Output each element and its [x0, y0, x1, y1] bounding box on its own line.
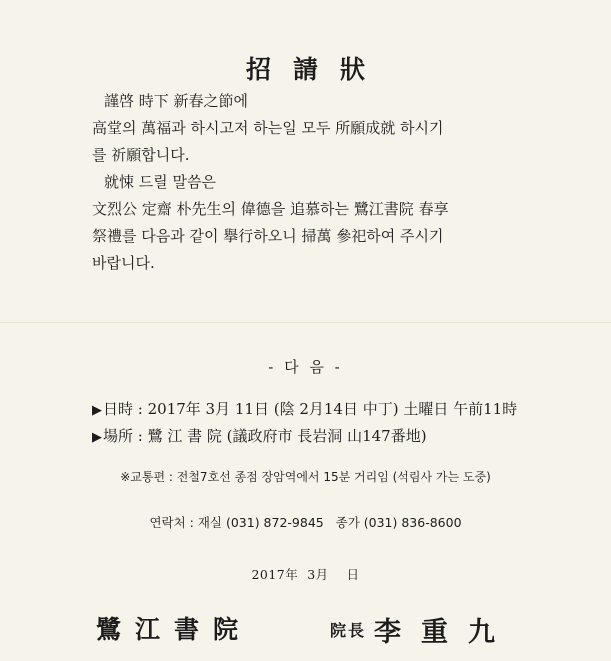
paper-fold-line [0, 322, 611, 323]
place-label: 場所 [103, 427, 134, 445]
body-line: 就悚 드릴 말씀은 [104, 173, 216, 191]
date-value: 2017年 3月 11日 (陰 2月14日 中丁) 土曜日 午前11時 [147, 400, 518, 418]
date-label: 日時 [103, 400, 134, 418]
date-row: ▶日時 : 2017年 3月 11日 (陰 2月14日 中丁) 土曜日 午前11時 [92, 400, 518, 418]
arrow-icon: ▶ [92, 403, 102, 418]
place-value: 鷺 江 書 院 (議政府市 長岩洞 山147番地) [147, 427, 427, 445]
body-line: 바랍니다. [92, 254, 155, 272]
body-line: 高堂의 萬福과 하시고저 하는일 모두 所願成就 하시기 [92, 119, 444, 137]
org-name: 鷺江書院 [96, 615, 253, 644]
place-row: ▶場所 : 鷺 江 書 院 (議政府市 長岩洞 山147番地) [92, 427, 427, 445]
issue-date: 2017年 3月 日 [251, 567, 360, 582]
contact-info: 연락처 : 재실 (031) 872-9845 종가 (031) 836-8600 [149, 515, 462, 530]
body-line: 를 祈願합니다. [92, 146, 190, 164]
document-title: 招請狀 [245, 55, 387, 84]
arrow-icon: ▶ [92, 430, 102, 445]
transport-info: ※교통편 : 전철7호선 종점 장암역에서 15분 거리임 (석림사 가는 도중) [120, 470, 491, 484]
section-heading: - 다 음 - [268, 358, 343, 376]
president-name: 李重九 [374, 617, 515, 648]
body-line: 文烈公 定齋 朴先生의 偉德을 追慕하는 鷺江書院 春享 [92, 200, 449, 218]
role-label: 院長 [330, 621, 367, 640]
body-line: 祭禮를 다음과 같이 擧行하오니 掃萬 參祀하여 주시기 [92, 227, 444, 245]
body-line: 謹啓 時下 新春之節에 [104, 92, 249, 110]
body-text [92, 88, 592, 277]
